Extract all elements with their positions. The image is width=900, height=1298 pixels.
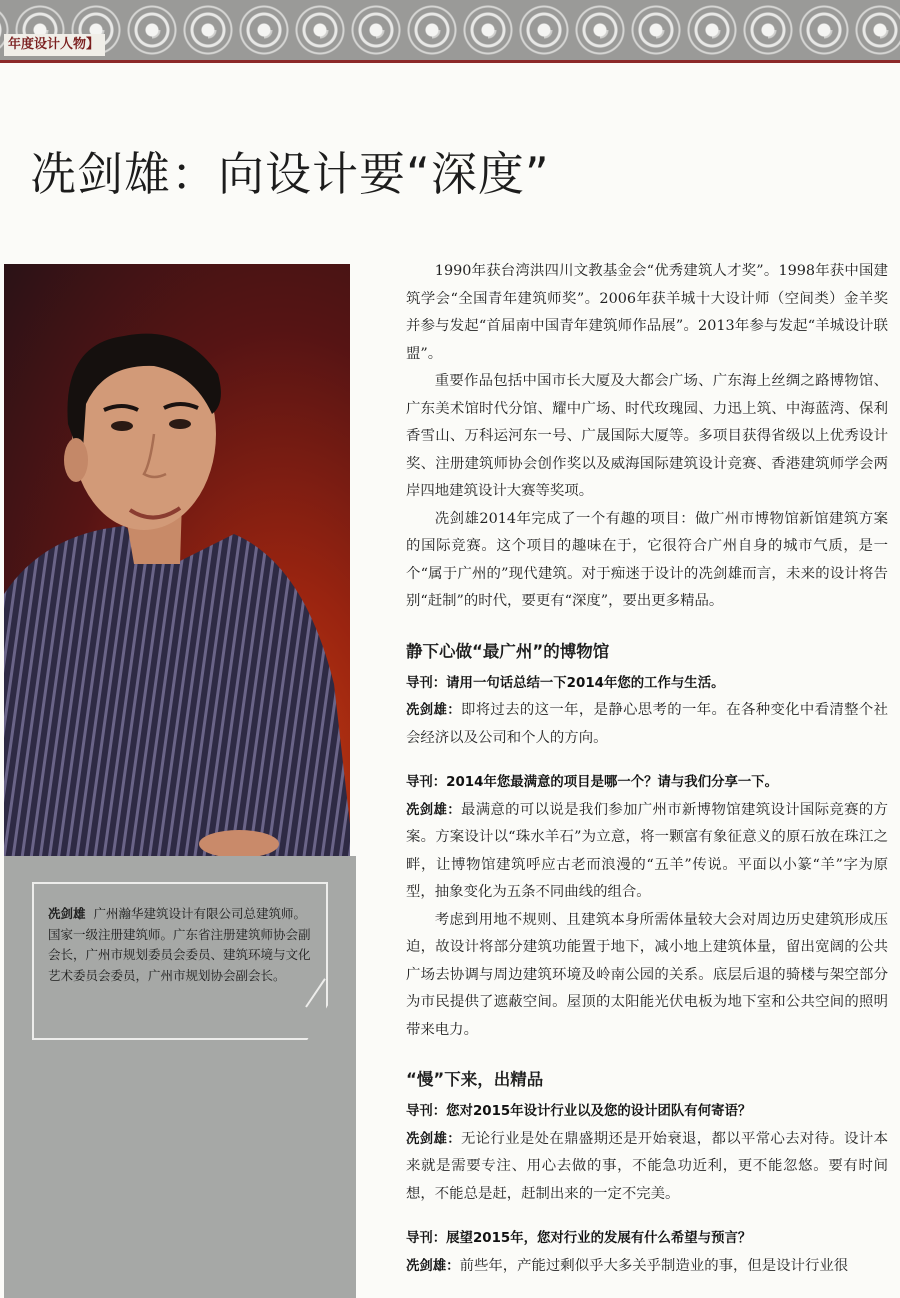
portrait-photo xyxy=(4,264,350,856)
answer-4-text: 前些年，产能过剩似乎大多关乎制造业的事，但是设计行业很 xyxy=(459,1257,849,1274)
answer-1-text: 即将过去的这一年，是静心思考的一年。在各种变化中看清整个社会经济以及公司和个人的方向。 xyxy=(406,702,888,746)
portrait-illustration xyxy=(4,264,350,856)
question-4 xyxy=(406,1225,888,1253)
bio-name: 冼剑雄 xyxy=(48,906,86,921)
question-3 xyxy=(406,1098,888,1126)
intro-paragraph-1: 1990年获台湾洪四川文教基金会“优秀建筑人才奖”。1998年获中国建筑学会“全国青年建筑师奖”。2006年获羊城十大设计师（空间类）金羊奖并参与发起“首届南中国青年建筑师作品展”。2013年参与发起“羊城设计联盟”。 xyxy=(406,263,888,362)
answer-1-speaker: 冼剑雄： xyxy=(406,703,461,718)
spacer xyxy=(406,752,888,769)
bio-text-block xyxy=(48,904,318,986)
header-ornament-band xyxy=(0,0,900,60)
answer-2-speaker: 冼剑雄： xyxy=(406,802,461,818)
section-tag: 年度设计人物】 xyxy=(4,34,105,56)
spacer xyxy=(406,1208,888,1225)
answer-1 xyxy=(406,697,888,752)
answer-3 xyxy=(406,1126,888,1209)
answer-2-continued: 考虑到用地不规则、且建筑本身所需体量较大会对周边历史建筑形成压迫，故设计将部分建筑功能置于地下，减小地上建筑体量，留出宽阔的公共广场去协调与周边建筑环境及岭南公园的关系。底层后退的骑楼与架空部分为市民提供了遮蔽空间。屋顶的太阳能光伏电板为地下室和公共空间的照明带来电力。 xyxy=(406,911,888,1038)
question-2 xyxy=(406,769,888,797)
question-2-text: 导刊：2014年您最满意的项目是哪一个？请与我们分享一下。 xyxy=(406,775,779,790)
answer-2-text: 最满意的可以说是我们参加广州市新博物馆建筑设计国际竞赛的方案。方案设计以“珠水羊石”为立意，将一颗富有象征意义的原石放在珠江之畔，让博物馆建筑呼应古老而浪漫的“五羊”传说。平面以小篆“羊”字为原型，抽象变化为五条不同曲线的组合。 xyxy=(406,801,888,900)
intro-paragraph-2: 重要作品包括中国市长大厦及大都会广场、广东海上丝绸之路博物馆、广东美术馆时代分馆、耀中广场、时代玫瑰园、力迅上筑、中海蓝湾、保利香雪山、万科运河东一号、广晟国际大厦等。多项目获得省级以上优秀设计奖、注册建筑师协会创作奖以及威海国际建筑设计竞赛、香港建筑师学会两岸四地建筑设计大赛等奖项。 xyxy=(406,373,888,499)
intro-paragraph-3: 冼剑雄2014年完成了一个有趣的项目：做广州市博物馆新馆建筑方案的国际竞赛。这个项目的趣味在于，它很符合广州自身的城市气质，是一个“属于广州的”现代建筑。对于痴迷于设计的冼剑雄而言，未来的设计将告别“赶制”的时代，要更有“深度”，要出更多精品。 xyxy=(406,510,888,609)
answer-3-speaker: 冼剑雄： xyxy=(406,1131,461,1147)
bio-description: 广州瀚华建筑设计有限公司总建筑师。国家一级注册建筑师。广东省注册建筑师协会副会长，广州市规划委员会委员、建筑环境与文化艺术委员会委员，广州市规划协会副会长。 xyxy=(48,906,311,983)
answer-4-speaker: 冼剑雄： xyxy=(406,1258,460,1274)
answer-2 xyxy=(406,797,888,907)
question-1 xyxy=(406,670,888,698)
article-title: 冼剑雄：向设计要“深度” xyxy=(30,147,550,201)
section-heading-1: 静下心做“最广州”的博物馆 xyxy=(406,641,610,661)
section-heading-2: “慢”下来，出精品 xyxy=(406,1070,544,1089)
answer-4 xyxy=(406,1253,888,1281)
question-1-text: 导刊：请用一句话总结一下2014年您的工作与生活。 xyxy=(406,675,725,691)
answer-3-text: 无论行业是处在鼎盛期还是开始衰退，都以平常心去对待。设计本来就是需要专注、用心去做的事，不能急功近利，更不能忽悠。要有时间想，不能总是赶，赶制出来的一定不完美。 xyxy=(406,1130,888,1202)
header-rule xyxy=(0,60,900,63)
article-body xyxy=(406,258,888,1280)
question-3-text: 导刊：您对2015年设计行业以及您的设计团队有何寄语？ xyxy=(406,1104,752,1119)
question-4-text: 导刊：展望2015年，您对行业的发展有什么希望与预言？ xyxy=(406,1231,752,1246)
